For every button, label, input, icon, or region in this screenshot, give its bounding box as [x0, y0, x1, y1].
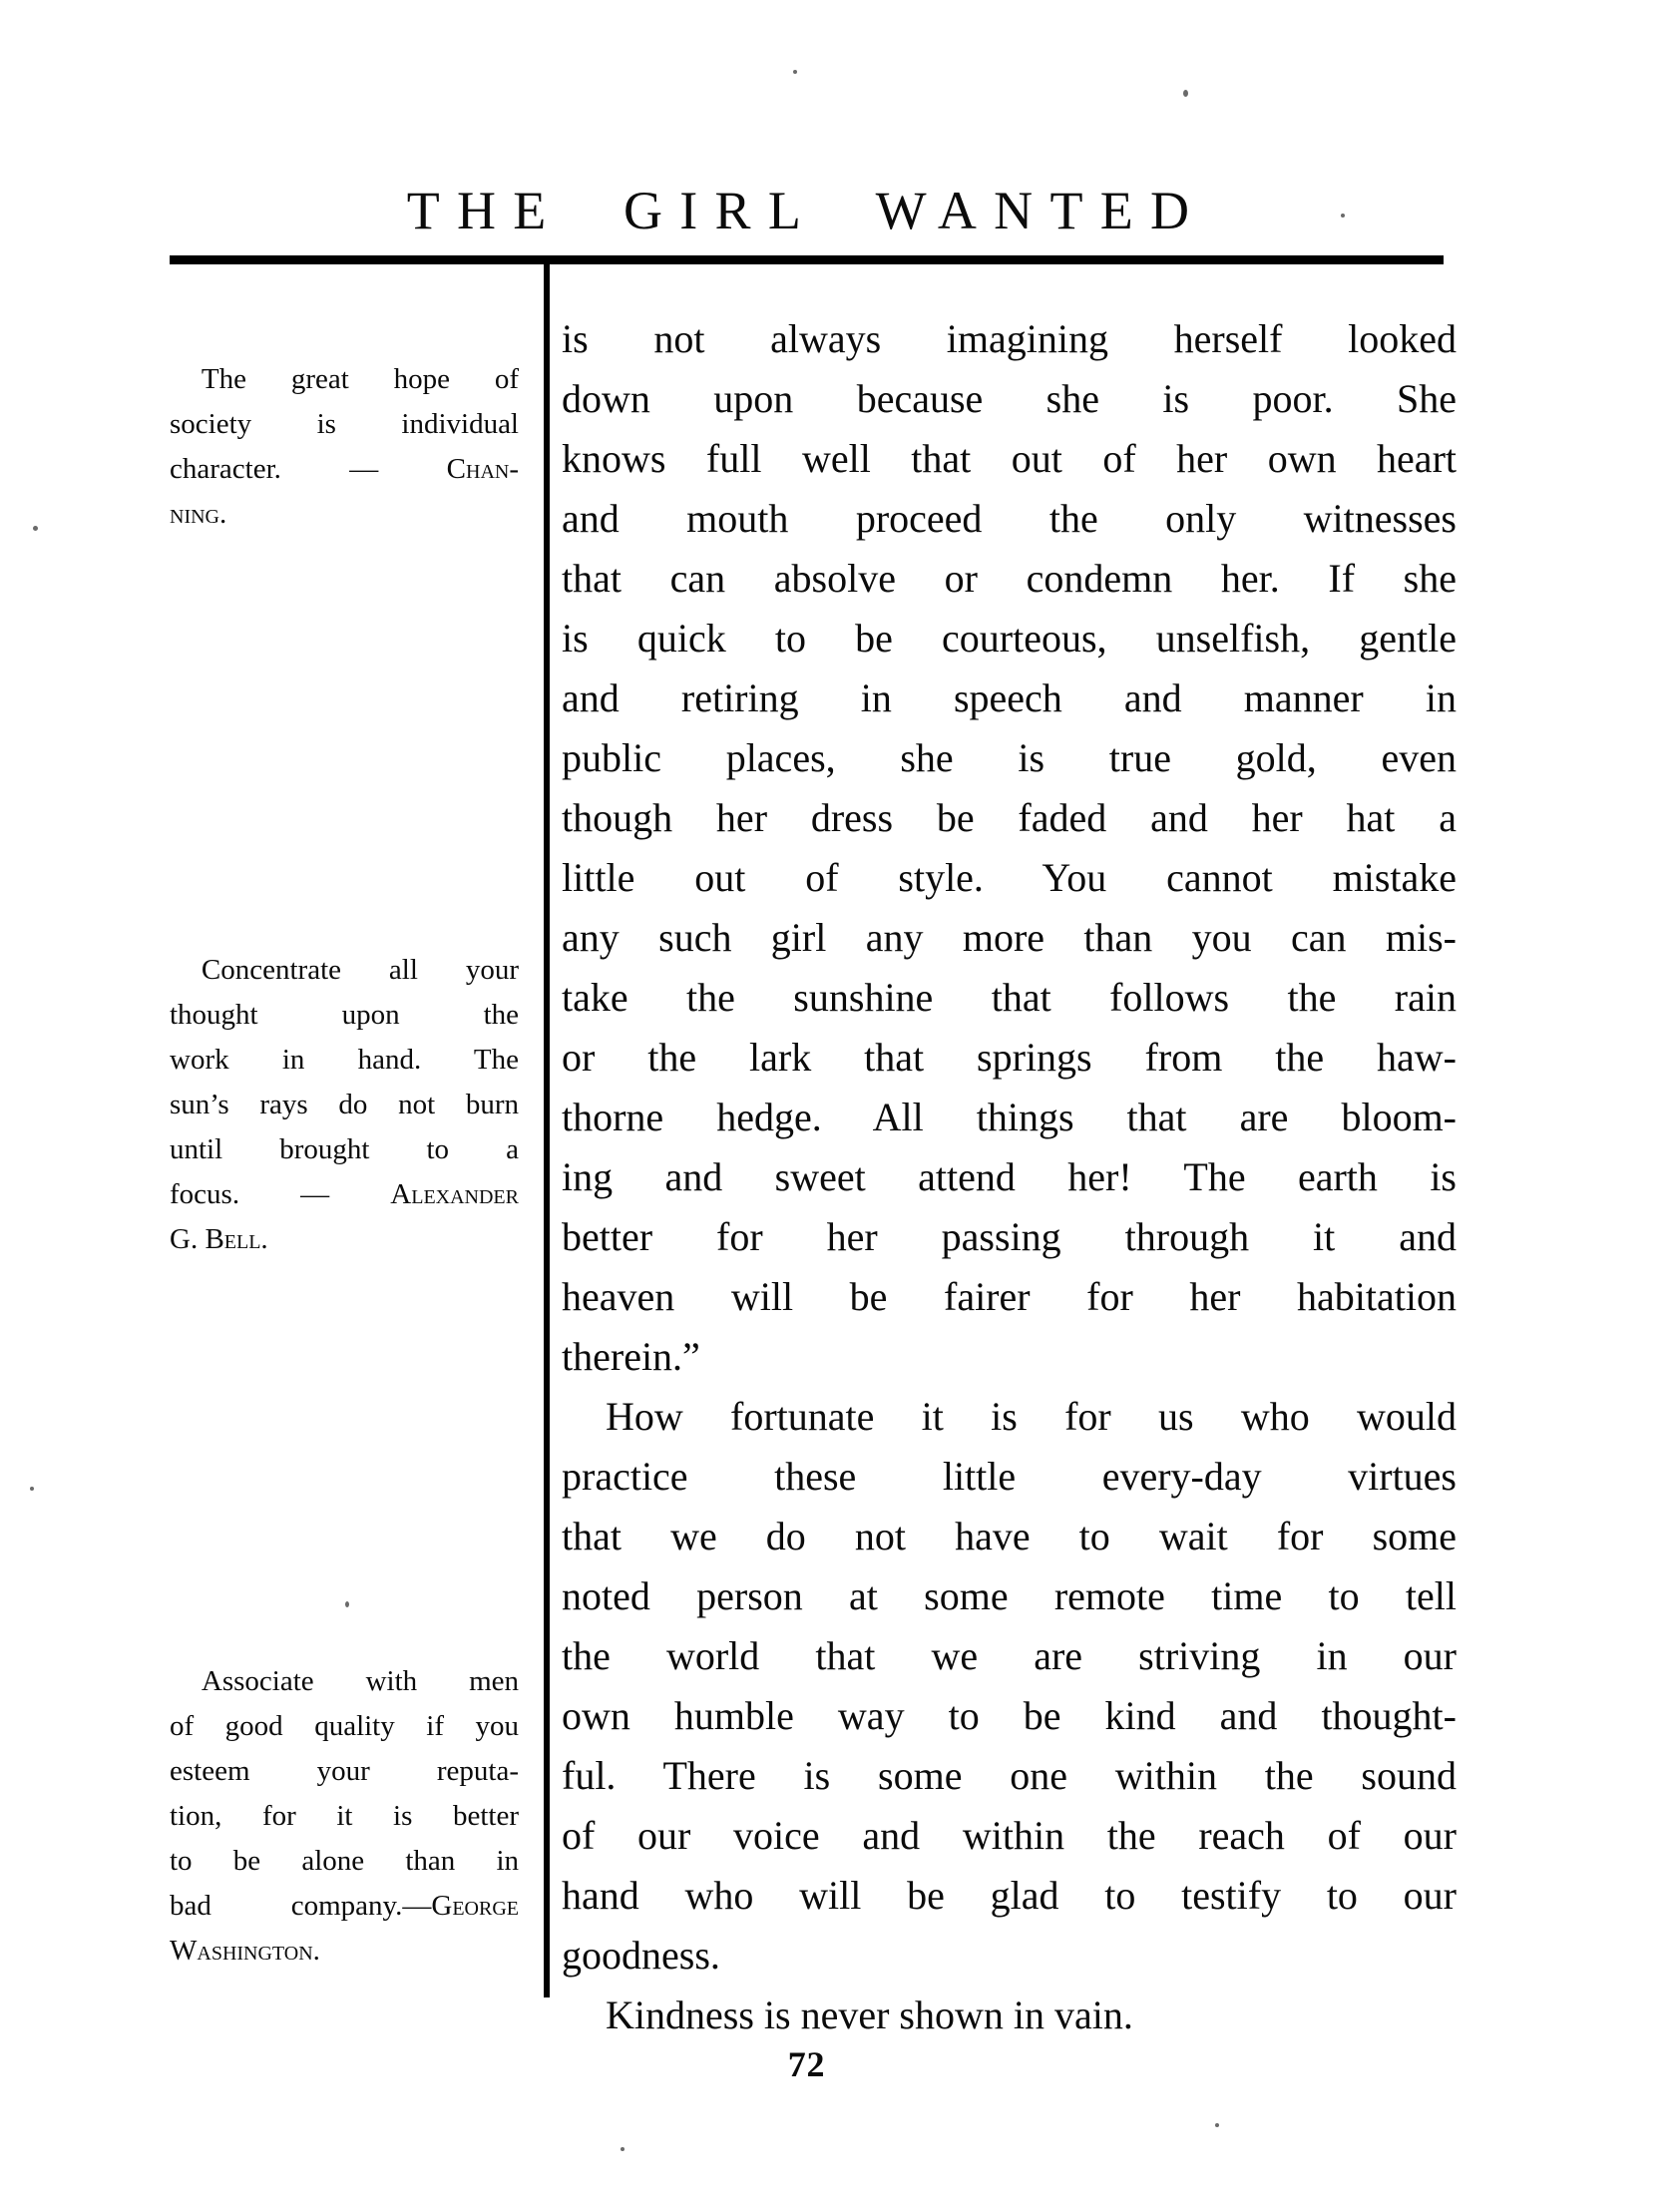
text-line: knows full well that out of her own heart [562, 436, 1457, 481]
text-line: take the sunshine that follows the rain [562, 975, 1457, 1020]
text-line: ing and sweet attend her! The earth is [562, 1154, 1457, 1199]
text-line: little out of style. You cannot mistake [562, 855, 1457, 900]
text-line: The great hope of [201, 363, 519, 395]
text-line: that we do not have to wait for some [562, 1514, 1457, 1558]
text-line: work in hand. The [170, 1044, 519, 1076]
scan-speck [33, 526, 38, 531]
text-line: practice these little every-day virtues [562, 1454, 1457, 1499]
text-line: and retiring in speech and manner in [562, 675, 1457, 720]
text-line: character. — Chan- [170, 453, 519, 485]
text-line: that can absolve or condemn her. If she [562, 556, 1457, 601]
text-line: bad company.—George [170, 1890, 519, 1922]
text-line: though her dress be faded and her hat a [562, 795, 1457, 840]
text-line: tion, for it is better [170, 1800, 519, 1832]
margin-quote-bell [170, 948, 519, 1262]
text-line: goodness. [562, 1933, 720, 1978]
text-line: hand who will be glad to testify to our [562, 1873, 1457, 1918]
scan-speck [1341, 214, 1345, 218]
text-line: sun’s rays do not burn [170, 1089, 519, 1120]
margin-quote-washington [170, 1659, 519, 1974]
scan-speck [345, 1601, 349, 1607]
text-line: Kindness is never shown in vain. [606, 1992, 1133, 2037]
text-line: thought upon the [170, 999, 519, 1031]
scan-speck [30, 1487, 34, 1491]
text-line: or the lark that springs from the haw- [562, 1035, 1457, 1080]
text-line: own humble way to be kind and thought- [562, 1693, 1457, 1738]
text-line: thorne hedge. All things that are bloom- [562, 1095, 1457, 1139]
text-line: ful. There is some one within the sound [562, 1753, 1457, 1798]
text-line: public places, she is true gold, even [562, 735, 1457, 780]
text-line: heaven will be fairer for her habitation [562, 1274, 1457, 1319]
text-line: Associate with men [201, 1665, 519, 1697]
text-line: and mouth proceed the only witnesses [562, 496, 1457, 541]
text-line: is not always imagining herself looked [562, 316, 1457, 361]
page-header-title: THE GIRL WANTED [406, 181, 1207, 240]
text-line: G. Bell. [170, 1223, 268, 1255]
margin-quote-channing [170, 357, 519, 537]
scan-speck [1215, 2123, 1219, 2127]
scan-speck [793, 70, 797, 74]
text-line: ning. [170, 498, 227, 530]
text-line: any such girl any more than you can mis- [562, 915, 1457, 960]
text-line: esteem your reputa- [170, 1755, 519, 1787]
page-number: 72 [787, 2044, 826, 2084]
text-line: Concentrate all your [201, 954, 519, 986]
text-line: noted person at some remote time to tell [562, 1573, 1457, 1618]
text-line: therein.” [562, 1334, 700, 1379]
header-rule [170, 255, 1444, 264]
text-line: until brought to a [170, 1133, 519, 1165]
text-line: of our voice and within the reach of our [562, 1813, 1457, 1858]
text-line: of good quality if you [170, 1710, 519, 1742]
text-line: is quick to be courteous, unselfish, gentle [562, 616, 1457, 661]
text-line: better for her passing through it and [562, 1214, 1457, 1259]
text-line: How fortunate it is for us who would [606, 1394, 1457, 1439]
column-divider [544, 259, 550, 1997]
text-line: to be alone than in [170, 1845, 519, 1877]
text-line: down upon because she is poor. She [562, 376, 1457, 421]
scan-speck [1183, 90, 1188, 97]
text-line: society is individual [170, 408, 519, 440]
text-line: the world that we are striving in our [562, 1633, 1457, 1678]
scan-speck [621, 2147, 625, 2151]
text-line: focus. — Alexander [170, 1178, 519, 1210]
body-text-column [562, 309, 1457, 2045]
text-line: Washington. [170, 1935, 320, 1967]
